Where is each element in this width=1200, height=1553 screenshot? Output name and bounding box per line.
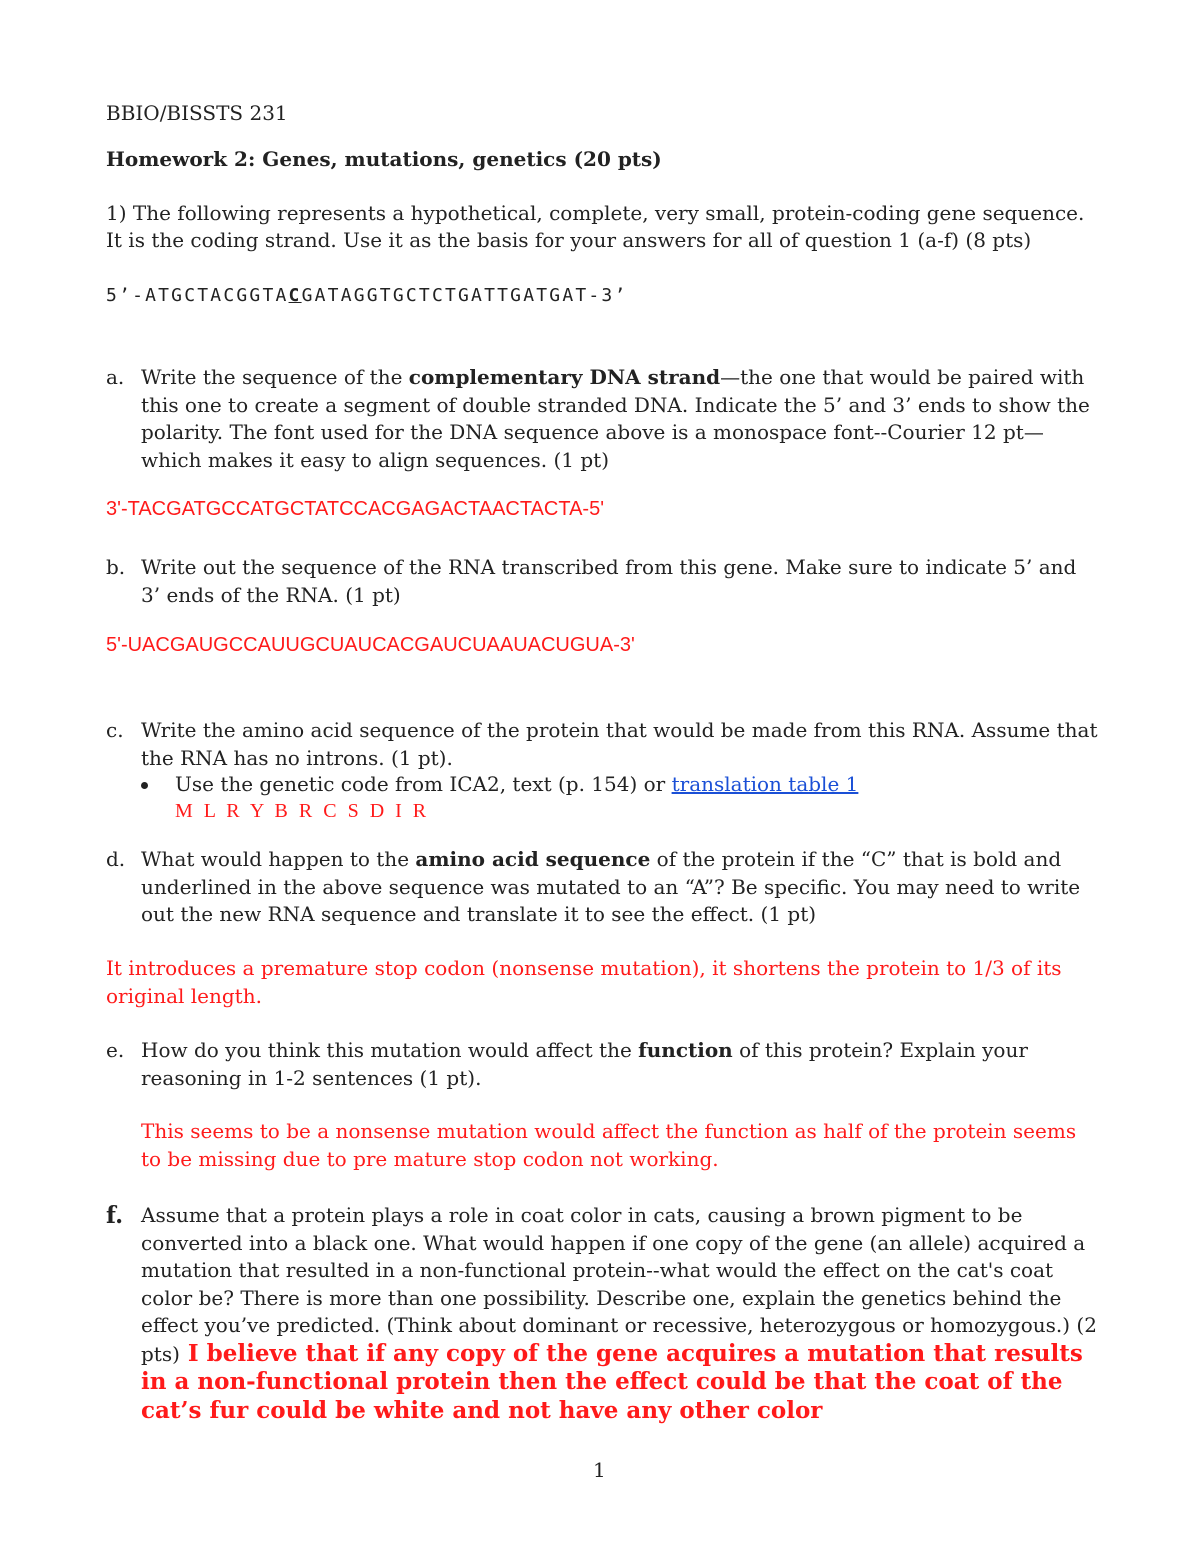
question-e <box>106 1037 1101 1092</box>
question-d <box>106 846 1101 929</box>
question-a-text <box>141 364 1101 474</box>
question-a <box>106 364 1101 474</box>
answer-a: 3'-TACGATGCCATGCTATCCACGAGACTAACTACTA-5' <box>106 498 605 520</box>
question-d-text-1: What would happen to the <box>141 847 416 871</box>
answer-e: This seems to be a nonsense mutation would affect the function as half of the protein seems to be missing due to pre mature stop codon not working. <box>141 1119 1077 1171</box>
answer-f: I believe that if any copy of the gene acquires a mutation that results in a non-functional protein then the effect could be that the coat of the cat’s fur could be white and not have any other color <box>141 1339 1083 1424</box>
question-a-text-1: Write the sequence of the <box>141 365 409 389</box>
question-b <box>106 554 1101 609</box>
page-number: 1 <box>593 1458 606 1482</box>
sequence-highlighted-base: C <box>288 285 302 306</box>
question-e-text-1: How do you think this mutation would affect the <box>141 1038 639 1062</box>
bullet-dot-icon <box>141 782 148 789</box>
question-a-bold: complementary DNA strand <box>408 365 721 389</box>
question-a-text-2: —the one that would be paired with this one to create a segment of double stranded DNA. Indicate the 5’ and 3’ ends to show the polarity. The font used for the DNA sequence above is a monospace font--Courier 12 pt—which makes it easy to align sequences. (1 pt) <box>141 365 1090 472</box>
bullet-item <box>141 771 858 825</box>
answer-b: 5'-UACGAUGCCAUUGCUAUCACGAUCUAAUACUGUA-3' <box>106 634 635 656</box>
answer-c: M L R Y B R C S D I R <box>175 800 430 822</box>
dna-sequence <box>106 282 628 309</box>
question-d-text <box>141 846 1101 929</box>
question-b-label: b. <box>106 555 126 579</box>
question-f-label: f. <box>106 1202 124 1229</box>
question-f <box>106 1202 1101 1425</box>
bullet-text: Use the genetic code from ICA2, text (p. 154) or <box>175 772 672 796</box>
question-e-bold: function <box>638 1038 733 1062</box>
question-d-text-2: of the protein if the “C” that is bold and underlined in the above sequence was mutated to an “A”? Be specific. You may need to write out the new RNA sequence and translate it to see the effect. (1 pt) <box>141 847 1081 926</box>
question-b-text: Write out the sequence of the RNA transcribed from this gene. Make sure to indicate 5’ and 3’ ends of the RNA. (1 pt) <box>141 555 1077 607</box>
question-d-bold: amino acid sequence <box>415 847 651 871</box>
translation-table-link[interactable]: translation table 1 <box>671 772 859 796</box>
question-c-label: c. <box>106 718 124 742</box>
answer-d: It introduces a premature stop codon (nonsense mutation), it shortens the protein to 1/3 of its original length. <box>106 956 1062 1008</box>
sequence-part-1: 5’-ATGCTACGGTA <box>106 285 289 306</box>
course-code: BBIO/BISSTS 231 <box>106 101 288 125</box>
question-e-label: e. <box>106 1038 125 1062</box>
bullet-content <box>175 771 858 798</box>
question-f-text <box>141 1202 1101 1425</box>
question-c <box>106 717 1101 772</box>
question-c-text: Write the amino acid sequence of the protein that would be made from this RNA. Assume that the RNA has no introns. (1 pt). <box>141 718 1098 770</box>
sequence-part-2: GATAGGTGCTCTGATTGATGAT-3’ <box>301 285 628 306</box>
homework-title: Homework 2: Genes, mutations, genetics (20 pts) <box>106 147 662 171</box>
question-a-label: a. <box>106 365 125 389</box>
question-f-body: Assume that a protein plays a role in coat color in cats, causing a brown pigment to be converted into a black one. What would happen if one copy of the gene (an allele) acquired a mutation that resulted in a non-functional protein--what would the effect on the cat's coat color be? There is more than one possibility. Describe one, explain the genetics behind the effect you’ve predicted. (Think about dominant or recessive, heterozygous or homozygous.) (2 pts) <box>141 1203 1097 1366</box>
question-e-text <box>141 1037 1101 1092</box>
question-e-text-2: of this protein? Explain your reasoning in 1-2 sentences (1 pt). <box>141 1038 1028 1090</box>
question-d-label: d. <box>106 847 126 871</box>
question-1-intro: 1) The following represents a hypothetical, complete, very small, protein-coding gene sequence. It is the coding strand. Use it as the basis for your answers for all of question 1 (a-f) (8 pts) <box>106 201 1085 252</box>
